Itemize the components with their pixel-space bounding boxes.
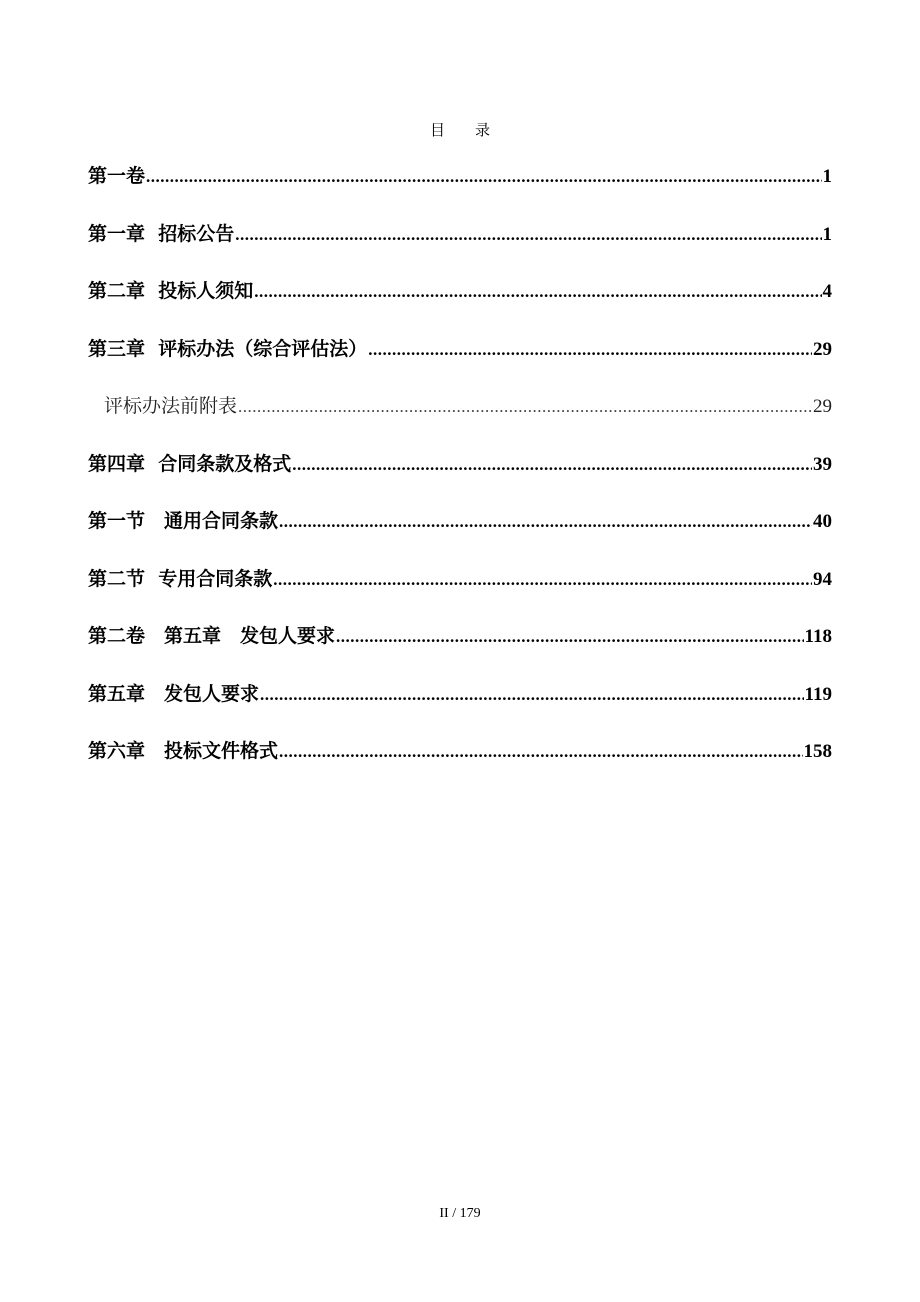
toc-entry-volume-1[interactable] xyxy=(88,160,832,218)
toc-entry-text: 第一章 招标公告 xyxy=(88,222,235,245)
toc-entry-text: 第一卷 xyxy=(88,165,146,187)
toc-page-number: 1 xyxy=(822,223,832,245)
toc-entry-text: 第五章 发包人要求 xyxy=(88,682,260,705)
toc-dot-leader xyxy=(279,506,812,538)
toc-page-number: 119 xyxy=(804,683,832,705)
toc-entry-chapter-4[interactable] xyxy=(88,448,832,506)
toc-list xyxy=(88,160,832,793)
toc-dot-leader xyxy=(254,276,821,308)
toc-entry-chapter-1[interactable] xyxy=(88,218,832,276)
toc-entry-volume-2[interactable] xyxy=(88,620,832,678)
toc-dot-leader xyxy=(146,161,821,193)
toc-entry-text: 第四章 合同条款及格式 xyxy=(88,452,292,475)
toc-title: 目 录 xyxy=(429,121,490,139)
toc-page-number: 118 xyxy=(804,626,832,647)
toc-page-number: 39 xyxy=(813,453,832,475)
toc-dot-leader xyxy=(238,391,812,423)
toc-entry-text: 第六章 投标文件格式 xyxy=(88,740,279,762)
toc-entry-chapter-3[interactable] xyxy=(88,333,832,391)
toc-page-number: 29 xyxy=(813,396,832,417)
toc-page-number: 40 xyxy=(813,511,832,532)
toc-entry-section-2[interactable] xyxy=(88,563,832,621)
toc-dot-leader xyxy=(368,334,812,366)
toc-entry-text: 第二卷 第五章 发包人要求 xyxy=(88,625,336,647)
toc-entry-evaluation-table[interactable] xyxy=(88,390,832,448)
toc-entry-chapter-2[interactable] xyxy=(88,275,832,333)
toc-dot-leader xyxy=(273,564,812,596)
toc-page-number: 1 xyxy=(822,166,832,187)
toc-entry-text: 第二节 专用合同条款 xyxy=(88,567,273,590)
toc-dot-leader xyxy=(279,736,802,768)
page-footer: II / 179 xyxy=(439,1206,481,1221)
toc-entry-section-1[interactable] xyxy=(88,505,832,563)
toc-page-number: 94 xyxy=(813,568,832,590)
toc-page-number: 4 xyxy=(822,281,832,302)
toc-entry-text: 评标办法前附表 xyxy=(104,395,238,417)
toc-dot-leader xyxy=(260,679,804,711)
toc-entry-text: 第一节 通用合同条款 xyxy=(88,510,279,532)
toc-entry-chapter-5[interactable] xyxy=(88,678,832,736)
toc-entry-text: 第三章 评标办法（综合评估法） xyxy=(88,337,368,360)
toc-page-number: 29 xyxy=(813,338,832,360)
toc-entry-text: 第二章 投标人须知 xyxy=(88,280,254,302)
toc-dot-leader xyxy=(235,219,821,251)
toc-entry-chapter-6[interactable] xyxy=(88,735,832,793)
toc-dot-leader xyxy=(292,449,812,481)
toc-dot-leader xyxy=(336,621,804,653)
toc-page-number: 158 xyxy=(803,741,832,762)
